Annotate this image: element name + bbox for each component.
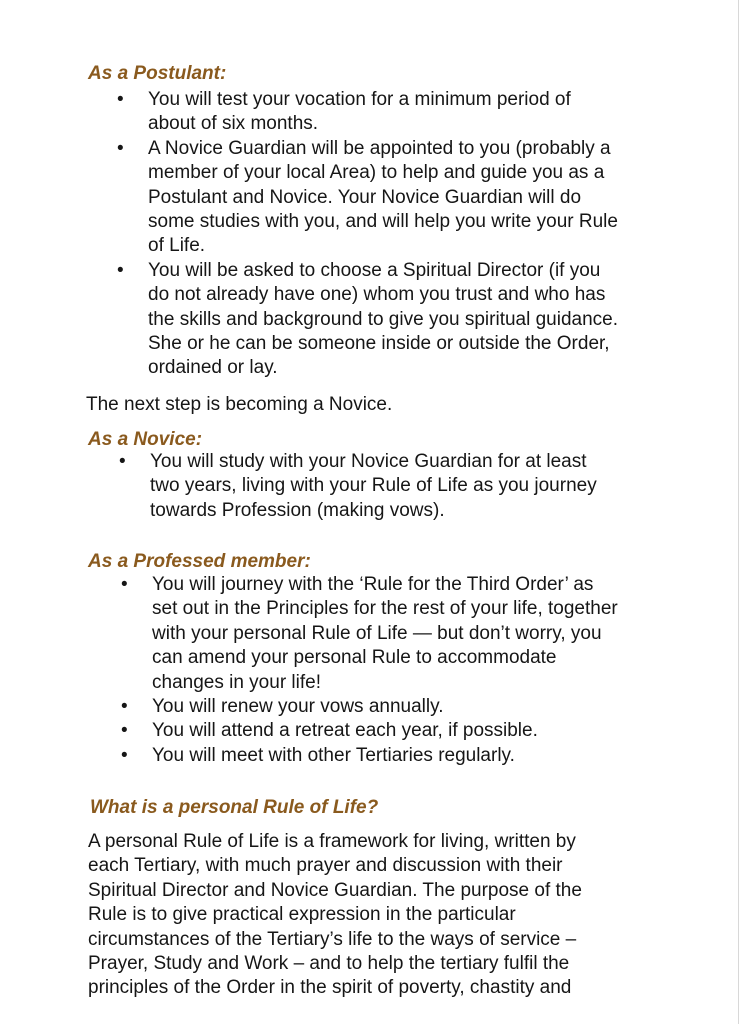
bullet-icon: •	[117, 137, 124, 159]
postulant-item-1: • You will test your vocation for a minimum period of about of six months.	[117, 89, 571, 135]
bullet-icon: •	[121, 574, 128, 595]
postulant-list	[117, 88, 619, 381]
novice-heading: As a Novice:	[88, 429, 203, 450]
postulant-item-3: • You will be asked to choose a Spiritual Director (if you do not already have one) whom you trust and who has the skills and background to give you spiritual guidance. She or he can be someone inside or outside the Order, ordained or lay.	[117, 259, 619, 379]
postulant-item-2: • A Novice Guardian will be appointed to you (probably a member of your local Area) to help and guide you as a Postulant and Novice. Your Novice Guardian will do some studies with you, and will help you write your Rule of Life.	[117, 137, 618, 257]
professed-list	[121, 573, 618, 768]
professed-item-3: • You will attend a retreat each year, if possible.	[152, 719, 618, 743]
rule-of-life-paragraph: A personal Rule of Life is a framework for living, written by each Tertiary, with much prayer and discussion with their Spiritual Director and Novice Guardian. The purpose of the Rule is to give practical expression in the particular circumstances of the Tertiary’s life to the ways of service – Prayer, Study and Work – and to help the tertiary fulfil the principles of the Order in the spirit of poverty, chastity and	[88, 831, 582, 999]
novice-item-1: • You will study with your Novice Guardian for at least two years, living with your Rule of Life as you journey towards Profession (making vows).	[119, 451, 597, 521]
bullet-icon: •	[121, 744, 128, 766]
rule-of-life-heading: What is a personal Rule of Life?	[90, 797, 379, 818]
next-step-text: The next step is becoming a Novice.	[86, 394, 393, 415]
novice-list	[119, 450, 597, 523]
bullet-icon: •	[119, 451, 126, 472]
postulant-heading: As a Postulant:	[88, 63, 227, 84]
bullet-icon: •	[121, 720, 128, 742]
bullet-icon: •	[117, 89, 124, 110]
bullet-icon: •	[117, 259, 124, 281]
professed-item-4: • You will meet with other Tertiaries regularly.	[152, 744, 618, 768]
professed-item-2: • You will renew your vows annually.	[152, 695, 618, 719]
professed-heading: As a Professed member:	[88, 551, 311, 572]
bullet-icon: •	[121, 696, 128, 718]
professed-item-1: • You will journey with the ‘Rule for the Third Order’ as set out in the Principles for the rest of your life, together with your personal Rule of Life — but don’t worry, you can amend your personal Rule to accommodate changes in your life!	[121, 574, 618, 693]
